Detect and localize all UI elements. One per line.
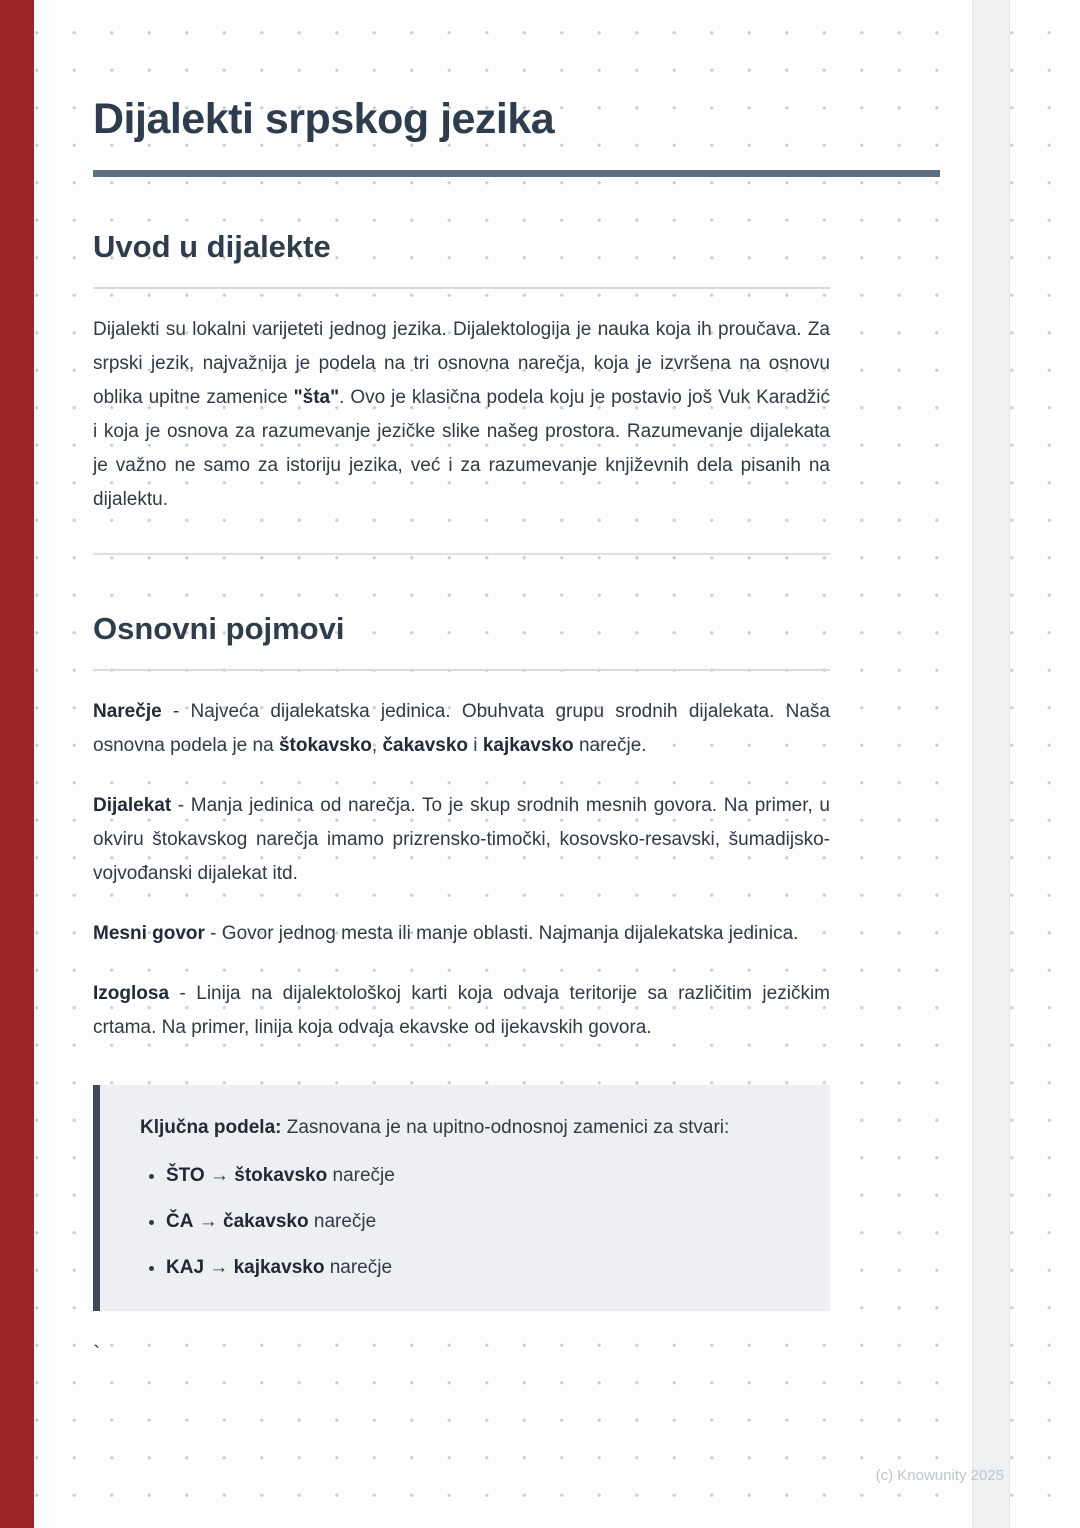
footer-copyright: (c) Knowunity 2025 xyxy=(875,1467,1004,1484)
stray-backtick-character: ` xyxy=(93,1341,101,1366)
definition-mesni-govor: Mesni govor - Govor jednog mesta ili manje oblasti. Najmanja dijalekatska jedinica. xyxy=(93,923,799,944)
list-item-sto: • ŠTO → štokavsko narečje xyxy=(166,1159,790,1193)
key-division-callout xyxy=(93,1085,830,1311)
section-rule xyxy=(93,669,830,671)
definition-dijalekat: Dijalekat - Manja jedinica od narečja. To je skup srodnih mesnih govora. Na primer, u okviru štokavskog narečja imamo prizrensko-timočki, kosovsko-resavski, šumadijsko-vojvođanski dijalekat itd. xyxy=(93,795,830,884)
list-item-ca: • ČA → čakavsko narečje xyxy=(166,1205,790,1239)
callout-intro: Ključna podela: Zasnovana je na upitno-odnosnoj zamenici za stvari: xyxy=(140,1117,730,1138)
callout-list xyxy=(140,1159,790,1285)
left-accent-bar xyxy=(0,0,34,1528)
page-title: Dijalekti srpskog jezika xyxy=(93,95,555,143)
section-uvod-u-dijalekte xyxy=(93,229,830,555)
definition-izoglosa: Izoglosa - Linija na dijalektološkoj karti koja odvaja teritorije sa različitim jezičkim crtama. Na primer, linija koja odvaja ekavske od ijekavskih govora. xyxy=(93,983,830,1038)
title-underline-rule xyxy=(93,170,940,177)
document-content xyxy=(93,0,830,1367)
list-item-kaj: • KAJ → kajkavsko narečje xyxy=(166,1251,790,1285)
scrollbar-track[interactable] xyxy=(972,0,1010,1528)
section-osnovni-pojmovi xyxy=(93,611,830,1045)
section-heading-uvod: Uvod u dijalekte xyxy=(93,229,331,264)
section-divider-rule xyxy=(93,553,830,555)
section-rule xyxy=(93,287,830,289)
definition-narecje: Narečje - Najveća dijalekatska jedinica. Obuhvata grupu srodnih dijalekata. Naša osnovna podela je na štokavsko, čakavsko i kajkavsko narečje. xyxy=(93,701,830,756)
intro-paragraph: Dijalekti su lokalni varijeteti jednog jezika. Dijalektologija je nauka koja ih proučava. Za srpski jezik, najvažnija je podela na tri osnovna narečja, koja je izvršena na osnovu oblika upitne zamenice "šta". Ovo je klasična podela koju je postavio još Vuk Karadžić i koja je osnova za razumevanje jezičke slike našeg prostora. Razumevanje dijalekata je važno ne samo za istoriju jezika, već i za razumevanje književnih dela pisanih na dijalektu. xyxy=(93,319,830,510)
section-heading-osnovni-pojmovi: Osnovni pojmovi xyxy=(93,611,345,646)
